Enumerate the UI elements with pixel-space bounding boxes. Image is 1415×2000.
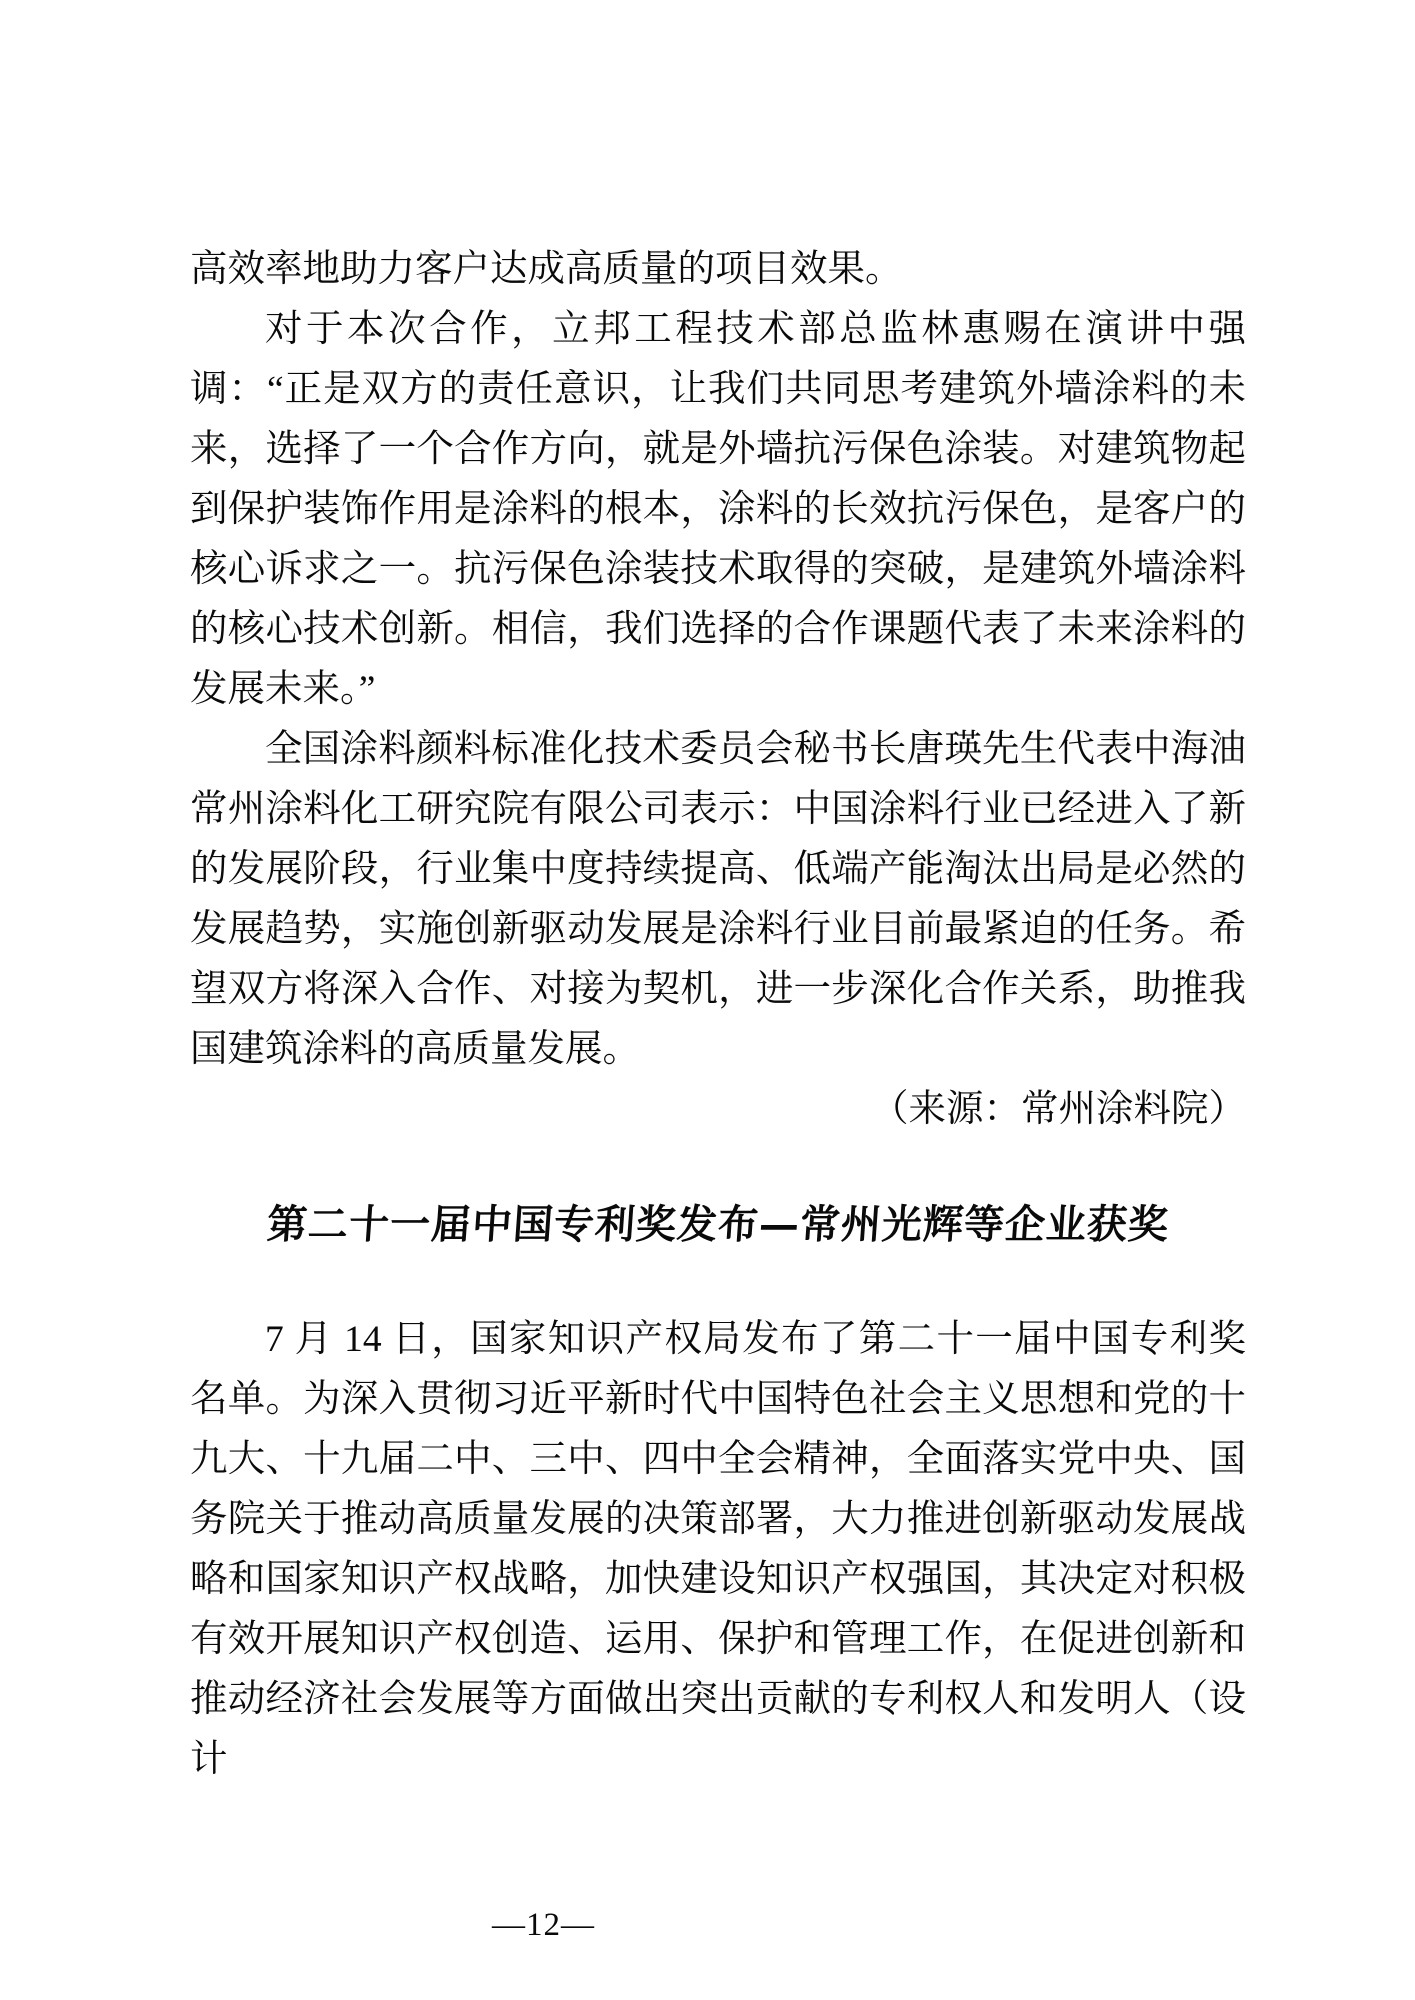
page-number: —12— — [492, 1907, 595, 1943]
paragraph-continuation: 高效率地助力客户达成高质量的项目效果。 — [190, 249, 903, 290]
article-title: 第二十一届中国专利奖发布—常州光辉等企业获奖 — [265, 1201, 1171, 1248]
paragraph-committee-statement: 全国涂料颜料标准化技术委员会秘书长唐瑛先生代表中海油常州涂料化工研究院有限公司表示：中国涂料行业已经进入了新的发展阶段，行业集中度持续提高、低端产能淘汰出局是必然的发展趋势，实施创新驱动发展是涂料行业目前最紧迫的任务。希望双方将深入合作、对接为契机，进一步深化合作关系，助推我国建筑涂料的高质量发展。 — [190, 729, 1246, 1070]
source-attribution: （来源：常州涂料院） — [871, 1089, 1246, 1130]
page-content — [190, 240, 1246, 1790]
paragraph-patent-award: 7 月 14 日，国家知识产权局发布了第二十一届中国专利奖名单。为深入贯彻习近平新时代中国特色社会主义思想和党的十九大、十九届二中、三中、四中全会精神，全面落实党中央、国务院关于推动高质量发展的决策部署，大力推进创新驱动发展战略和国家知识产权战略，加快建设知识产权强国，其决定对积极有效开展知识产权创造、运用、保护和管理工作，在促进创新和推动经济社会发展等方面做出突出贡献的专利权人和发明人（设计 — [190, 1319, 1246, 1780]
paragraph-speech-quote: 对于本次合作，立邦工程技术部总监林惠赐在演讲中强调：“正是双方的责任意识，让我们共同思考建筑外墙涂料的未来，选择了一个合作方向，就是外墙抗污保色涂装。对建筑物起到保护装饰作用是涂料的根本，涂料的长效抗污保色，是客户的核心诉求之一。抗污保色涂装技术取得的突破，是建筑外墙涂料的核心技术创新。相信，我们选择的合作课题代表了未来涂料的发展未来。” — [190, 309, 1246, 710]
